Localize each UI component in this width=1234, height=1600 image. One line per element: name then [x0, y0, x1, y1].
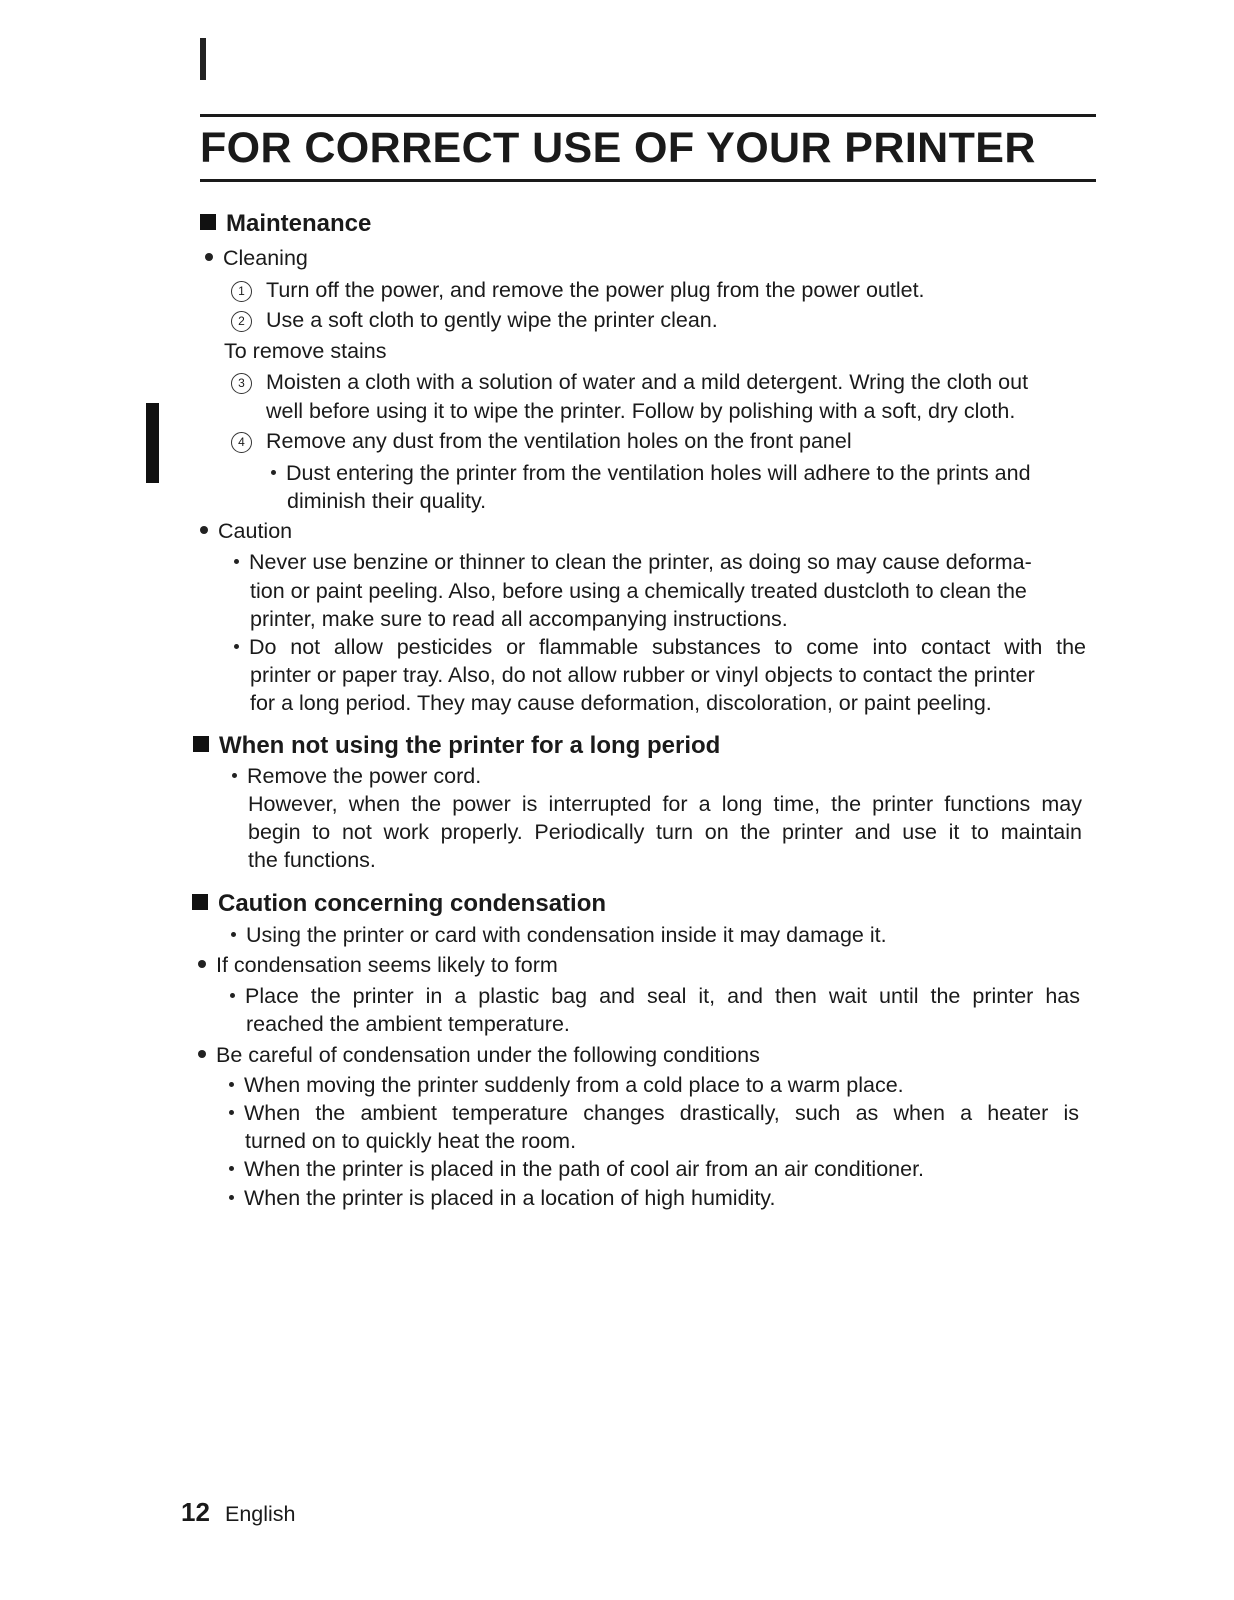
dot-bullet-icon — [271, 470, 276, 475]
dot-bullet-icon — [232, 773, 237, 778]
long-period-note-line-3: the functions. — [248, 848, 376, 872]
square-bullet-icon — [192, 894, 208, 910]
dot-bullet-icon — [234, 559, 239, 564]
step-3-continued: well before using it to wipe the printer. Follow by polishing with a soft, dry cloth. — [266, 399, 1016, 423]
caution-item-1-line-2: tion or paint peeling. Also, before using a chemically treated dustcloth to clean the — [250, 579, 1027, 603]
condition-2-line-2: turned on to quickly heat the room. — [245, 1129, 577, 1153]
long-period-heading: When not using the printer for a long period — [193, 731, 720, 761]
maintenance-heading: Maintenance — [200, 209, 371, 239]
caution-item-1-line-3: printer, make sure to read all accompanying instructions. — [250, 607, 788, 631]
condensation-likely-label: If condensation seems likely to form — [198, 951, 558, 979]
circled-number-1: 1 — [231, 281, 252, 302]
caution-item-2-line-2: printer or paper tray. Also, do not allow rubber or vinyl objects to contact the printer — [250, 663, 1035, 687]
condensation-heading: Caution concerning condensation — [192, 889, 606, 919]
dot-bullet-icon — [229, 1082, 234, 1087]
condition-4: When the printer is placed in a location of high humidity. — [229, 1184, 775, 1212]
dot-bullet-icon — [229, 1110, 234, 1115]
step-2: 2 Use a soft cloth to gently wipe the printer clean. — [231, 306, 718, 334]
bullet-icon — [198, 960, 206, 968]
square-bullet-icon — [200, 214, 216, 230]
condensation-careful-label: Be careful of condensation under the following conditions — [198, 1041, 760, 1069]
section-marker — [200, 38, 206, 80]
condensation-likely-item: Place the printer in a plastic bag and seal it, and then wait until the printer has — [230, 982, 1080, 1010]
dot-bullet-icon — [229, 1195, 234, 1200]
square-bullet-icon — [193, 736, 209, 752]
caution-item-1: Never use benzine or thinner to clean the printer, as doing so may cause deforma- — [234, 548, 1032, 576]
dot-bullet-icon — [234, 644, 239, 649]
step-4-note: Dust entering the printer from the ventilation holes will adhere to the prints and — [271, 459, 1031, 487]
condition-1: When moving the printer suddenly from a cold place to a warm place. — [229, 1071, 904, 1099]
circled-number-3: 3 — [231, 373, 252, 394]
condensation-likely-item-line-2: reached the ambient temperature. — [246, 1012, 570, 1036]
dot-bullet-icon — [230, 993, 235, 998]
title-rule-top — [200, 114, 1096, 117]
step-4-note-continued: diminish their quality. — [287, 489, 487, 513]
step-3: 3 Moisten a cloth with a solution of water and a mild detergent. Wring the cloth out — [231, 368, 1028, 396]
stains-label: To remove stains — [224, 339, 387, 363]
long-period-note-line-2: begin to not work properly. Periodically turn on the printer and use it to maintain — [248, 820, 1082, 844]
page-language: English — [225, 1502, 296, 1526]
section-tab-marker — [146, 403, 159, 483]
long-period-item: Remove the power cord. — [232, 762, 481, 790]
caution-item-2: Do not allow pesticides or flammable substances to come into contact with the — [234, 633, 1086, 661]
caution-label: Caution — [200, 517, 292, 545]
circled-number-4: 4 — [231, 432, 252, 453]
bullet-icon — [200, 526, 208, 534]
cleaning-label: Cleaning — [205, 244, 308, 272]
title-rule-bottom — [200, 179, 1096, 182]
condition-2: When the ambient temperature changes drastically, such as when a heater is — [229, 1099, 1079, 1127]
bullet-icon — [205, 253, 213, 261]
step-4: 4 Remove any dust from the ventilation holes on the front panel — [231, 427, 852, 455]
dot-bullet-icon — [229, 1166, 234, 1171]
condensation-item: Using the printer or card with condensation inside it may damage it. — [231, 921, 887, 949]
caution-item-2-line-3: for a long period. They may cause deformation, discoloration, or paint peeling. — [250, 691, 992, 715]
page-number: 12 — [181, 1497, 210, 1527]
bullet-icon — [198, 1050, 206, 1058]
dot-bullet-icon — [231, 932, 236, 937]
long-period-note-line-1: However, when the power is interrupted for a long time, the printer functions may — [248, 792, 1082, 816]
condition-3: When the printer is placed in the path of cool air from an air conditioner. — [229, 1155, 924, 1183]
step-1: 1 Turn off the power, and remove the power plug from the power outlet. — [231, 276, 925, 304]
page-title: FOR CORRECT USE OF YOUR PRINTER — [200, 124, 1036, 172]
circled-number-2: 2 — [231, 311, 252, 332]
